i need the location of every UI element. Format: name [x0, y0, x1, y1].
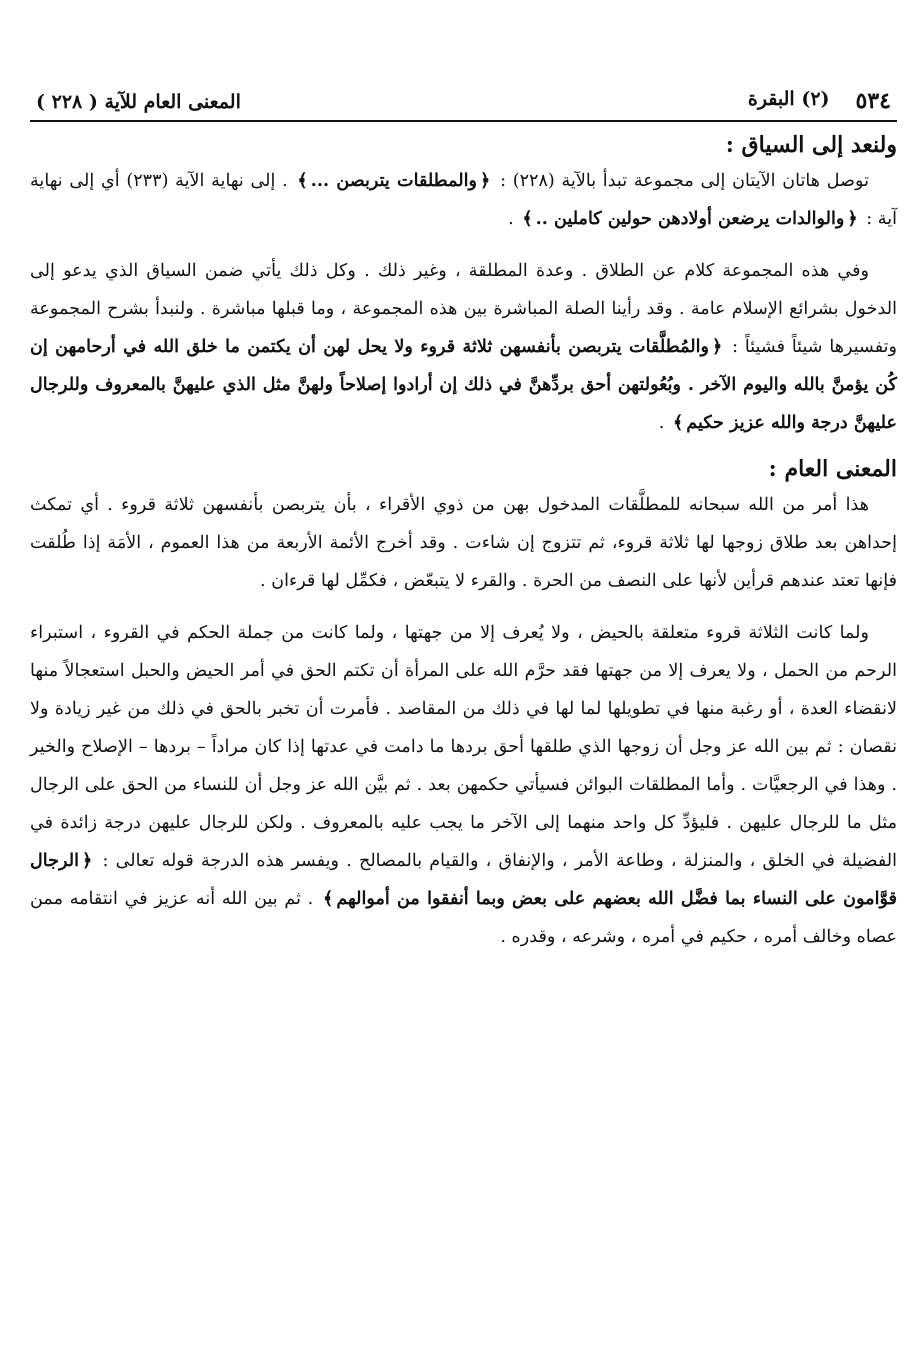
verse-quote: والمُطلَّقات يتربصن بأنفسهن ثلاثة قروء ولا يحل لهن أن يكتمن ما خلق الله في أرحامهن إن كُن يؤمنَّ بالله واليوم الآخر . وبُعُولتهن أحق بردِّهنَّ في ذلك إن أرادوا إصلاحاً ولهنَّ مثل الذي عليهنَّ بالمعروف وللرجال عليهنَّ درجة والله عزيز حكيم — [30, 336, 897, 433]
ornament-close-icon: ﴾ — [522, 208, 533, 229]
header-right-group — [748, 88, 891, 114]
intro-text-1: توصل هاتان الآيتان إلى مجموعة تبدأ بالآية (٢٢٨) : — [500, 171, 869, 191]
heading-context: ولنعد إلى السياق : — [725, 132, 897, 158]
meaning-text-2: . ثم بين الله أنه عزيز في انتقامه ممن عصاه وخالف أمره ، حكيم في أمره ، وشرعه ، وقدره . — [30, 889, 897, 947]
paragraph-meaning-2 — [30, 614, 897, 956]
intro-text-2: . إلى نهاية الآية (٢٣٣) أي إلى نهاية آية : — [30, 171, 897, 229]
paragraph-group — [30, 252, 897, 442]
paragraph-intro — [30, 162, 897, 238]
heading-general-meaning: المعنى العام : — [768, 456, 897, 482]
running-header — [30, 88, 897, 122]
paragraph-meaning-1: هذا أمر من الله سبحانه للمطلَّقات المدخول بهن من ذوي الأقراء ، بأن يتربصن بأنفسهن ثلاثة قروء . أي تمكث إحداهن بعد طلاق زوجها لها ثلاثة قروء، ثم تتزوج إن شاءت . وقد أخرج الأئمة الأربعة من هذا العموم ، الأمَة إذا طُلقت فإنها تعتد عندهم قرأين لأنها على النصف من الحرة . والقرء لا يتبعّض ، فكمِّل لها قرءان . — [30, 495, 897, 591]
ornament-close-icon: ﴾ — [323, 888, 334, 909]
ornament-open-icon: ﴿ — [712, 336, 723, 357]
surah-label: (٢) البقرة — [747, 88, 830, 110]
page-number: ٥٣٤ — [855, 88, 891, 114]
ornament-close-icon: ﴾ — [297, 170, 308, 191]
ornament-close-icon: ﴾ — [672, 412, 684, 433]
ornament-open-icon: ﴿ — [81, 850, 93, 871]
verse-quote: والوالدات يرضعن أولادهن حولين كاملين .. — [535, 208, 845, 229]
section-label: المعنى العام للآية ( ٢٢٨ ) — [36, 91, 241, 113]
meaning-text-1: ولما كانت الثلاثة قروء متعلقة بالحيض ، ولا يُعرف إلا من جهتها ، ولما كانت من جملة الحكم في القروء ، استبراء الرحم من الحمل ، ولا يعرف إلا من جهتها فقد حرَّم الله على المرأة أن تكتم الحق في أمر الحيض والحبل استعجالاً منها لانقضاء العدة ، أو رغبة منها في تطويلها لما لها في ذلك من المقاصد . فأمرت أن تخبر بالحق في ذلك من غير زيادة ولا نقصان : ثم بين الله عز وجل أن زوجها الذي طلقها أحق بردها ما دامت في عدتها إذا كان مراداً – بردها – الإصلاح والخير . وهذا في الرجعيَّات . وأما المطلقات البوائن فسيأتي حكمهن بعد . ثم بيَّن الله عز وجل أن للنساء من الحق على الرجال مثل ما للرجال عليهن . فليؤدِّ كل واحد منهما إلى الآخر ما يجب عليه بالمعروف . ولكن للرجال عليهن درجة زائدة في الفضيلة في الخلق ، والمنزلة ، وطاعة الأمر ، والإنفاق ، والقيام بالمصالح . ويفسر هذه الدرجة قوله تعالى : — [30, 623, 897, 871]
intro-text-3: . — [508, 209, 514, 229]
group-text-1: وفي هذه المجموعة كلام عن الطلاق . وعدة المطلقة ، وغير ذلك . وكل ذلك يأتي ضمن السياق الذي يدعو إلى الدخول بشرائع الإسلام عامة . وقد رأينا الصلة المباشرة بين هذه المجموعة ، وما قبلها مباشرة . ولنبدأ بشرح المجموعة وتفسيرها شيئاً فشيئاً : — [30, 261, 897, 357]
verse-quote: الرجال قوَّامون على النساء بما فضَّل الله بعضهم على بعض وبما أنفقوا من أموالهم — [30, 850, 897, 909]
verse-quote: والمطلقات يتربصن ... — [310, 170, 478, 191]
ornament-open-icon: ﴿ — [480, 170, 491, 191]
group-text-2: . — [658, 413, 665, 433]
ornament-open-icon: ﴿ — [847, 208, 858, 229]
